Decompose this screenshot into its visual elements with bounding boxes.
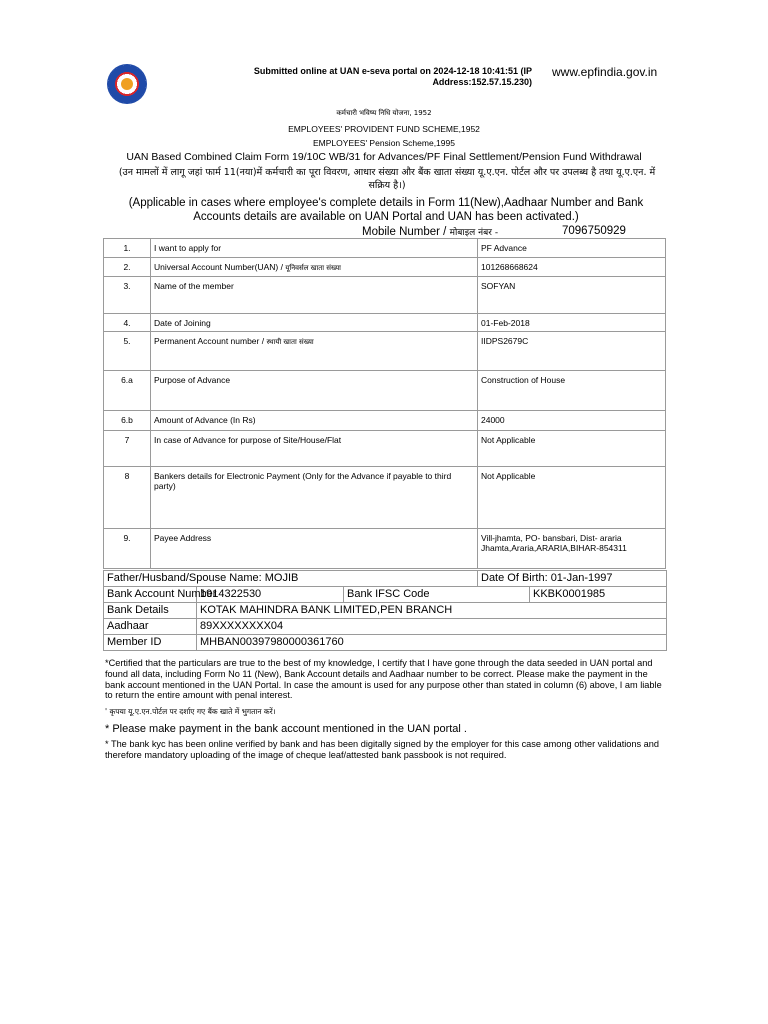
table-row [104, 467, 666, 529]
table-row [104, 314, 666, 332]
question-text: I want to apply for [154, 243, 222, 253]
table-row [104, 587, 667, 603]
row-question [151, 332, 478, 371]
question-text: Payee Address [154, 533, 212, 543]
table-row [104, 239, 666, 258]
member-id-label: Member ID [104, 635, 197, 651]
question-hindi: यूनिवर्सल खाता संख्या [285, 264, 341, 272]
row-question [151, 314, 478, 332]
row-question [151, 371, 478, 411]
kyc-note: * The bank kyc has been online verified by bank and has been digitally signed by the employer for this case among other validations and therefore mandatory uploading of the image of cheque leaf/attested bank passbook is not required. [105, 739, 659, 760]
epfo-logo-icon [107, 64, 147, 104]
row-question [151, 529, 478, 569]
row-answer: Not Applicable [478, 467, 666, 529]
epf-scheme-title: EMPLOYEES' PROVIDENT FUND SCHEME,1952 [288, 124, 480, 134]
row-answer: SOFYAN [478, 277, 666, 314]
question-text: In case of Advance for purpose of Site/House/Flat [154, 435, 342, 445]
applicability-note: (Applicable in cases where employee's complete details in Form 11(New),Aadhaar Number and Bank Accounts details are available on UAN Portal and UAN has been activated.) [128, 197, 644, 223]
hindi-scheme-title: कर्मचारी भविष्य निधि योजना, 1952 [336, 109, 432, 117]
table-row [104, 603, 667, 619]
certification-text: *Certified that the particulars are true to the best of my knowledge, I certify that I have gone through the data seeded in UAN portal and found all data, including Form No 11 (New), Bank Account details and Aadhaar number to be correct. Please make the payment in the bank account mentioned in the UAN Portal. In case the amount is used for any purpose other than stated in column (6) above, I am liable to return the entire amount with penal interest. [105, 658, 662, 701]
aadhaar-label: Aadhaar [104, 619, 197, 635]
row-number: 5. [104, 332, 151, 371]
table-row [104, 332, 666, 371]
row-number: 8 [104, 467, 151, 529]
row-question [151, 258, 478, 277]
mobile-label-hindi: मोबाइल नंबर - [449, 228, 499, 238]
table-row [104, 277, 666, 314]
question-text: Amount of Advance (In Rs) [154, 415, 256, 425]
question-hindi: स्थायी खाता संख्या [266, 338, 314, 346]
mobile-number-label [362, 225, 498, 238]
hindi-applicability-note: (उन मामलों में लागू जहां फार्म 11(नया)में कर्मचारी का पूरा विवरण, आधार संख्या और बैंक खाता संख्या यू.ए.एन. पोर्टल और पर उपलब्ध है तथा यू.ए.एन. में सक्रिय है।) [118, 167, 656, 191]
row-number: 3. [104, 277, 151, 314]
table-row [104, 258, 666, 277]
row-answer: Vill-jhamta, PO- bansbari, Dist- araria Jhamta,Araria,ARARIA,BIHAR-854311 [478, 529, 666, 569]
row-answer: Construction of House [478, 371, 666, 411]
table-row [104, 619, 667, 635]
table-row [104, 431, 666, 467]
row-number: 7 [104, 431, 151, 467]
question-text: Name of the member [154, 281, 234, 291]
row-question [151, 467, 478, 529]
payment-note: * Please make payment in the bank account mentioned in the UAN portal . [105, 723, 467, 735]
submission-info: Submitted online at UAN e-seva portal on 2024-12-18 10:41:51 (IP Address:152.57.15.230) [253, 66, 532, 87]
question-text: Date of Joining [154, 318, 211, 328]
bank-details-table [103, 570, 667, 651]
row-answer: Not Applicable [478, 431, 666, 467]
row-number: 4. [104, 314, 151, 332]
row-answer: 01-Feb-2018 [478, 314, 666, 332]
row-number: 1. [104, 239, 151, 258]
ifsc-label: Bank IFSC Code [344, 587, 530, 603]
father-name: Father/Husband/Spouse Name: MOJIB [104, 571, 478, 587]
row-question [151, 239, 478, 258]
claim-details-table [103, 238, 666, 569]
bank-account-label: Bank Account Number [104, 587, 197, 603]
question-text: Universal Account Number(UAN) / [154, 262, 286, 272]
row-answer: 101268668624 [478, 258, 666, 277]
row-question [151, 411, 478, 431]
website-url: www.epfindia.gov.in [552, 65, 658, 79]
row-answer: PF Advance [478, 239, 666, 258]
bank-details-value: KOTAK MAHINDRA BANK LIMITED,PEN BRANCH [197, 603, 667, 619]
row-number: 9. [104, 529, 151, 569]
bank-account-value: 1914322530 [197, 587, 344, 603]
row-question [151, 277, 478, 314]
row-number: 2. [104, 258, 151, 277]
form-title: UAN Based Combined Claim Form 19/10C WB/31 for Advances/PF Final Settlement/Pension Fund Withdrawal [126, 151, 642, 163]
row-answer: IIDPS2679C [478, 332, 666, 371]
row-number: 6.a [104, 371, 151, 411]
table-row [104, 529, 666, 569]
mobile-label-en: Mobile Number / [362, 226, 447, 238]
table-row [104, 635, 667, 651]
row-question [151, 431, 478, 467]
hindi-payment-note: ' कृपया यू.ए.एन.पोर्टल पर दर्शाए गए बैंक खाते में भुगतान करें। [105, 707, 276, 716]
aadhaar-value: 89XXXXXXXX04 [197, 619, 667, 635]
mobile-number-value: 7096750929 [562, 225, 626, 237]
row-answer: 24000 [478, 411, 666, 431]
table-row [104, 411, 666, 431]
question-text: Permanent Account number / [154, 336, 267, 346]
question-text: Bankers details for Electronic Payment (Only for the Advance if payable to third party) [154, 471, 452, 491]
ifsc-value: KKBK0001985 [530, 587, 667, 603]
table-row [104, 371, 666, 411]
eps-scheme-title: EMPLOYEES' Pension Scheme,1995 [313, 138, 455, 148]
member-id-value: MHBAN00397980000361760 [197, 635, 667, 651]
row-number: 6.b [104, 411, 151, 431]
date-of-birth: Date Of Birth: 01-Jan-1997 [478, 571, 667, 587]
table-row [104, 571, 667, 587]
bank-details-label: Bank Details [104, 603, 197, 619]
question-text: Purpose of Advance [154, 375, 231, 385]
